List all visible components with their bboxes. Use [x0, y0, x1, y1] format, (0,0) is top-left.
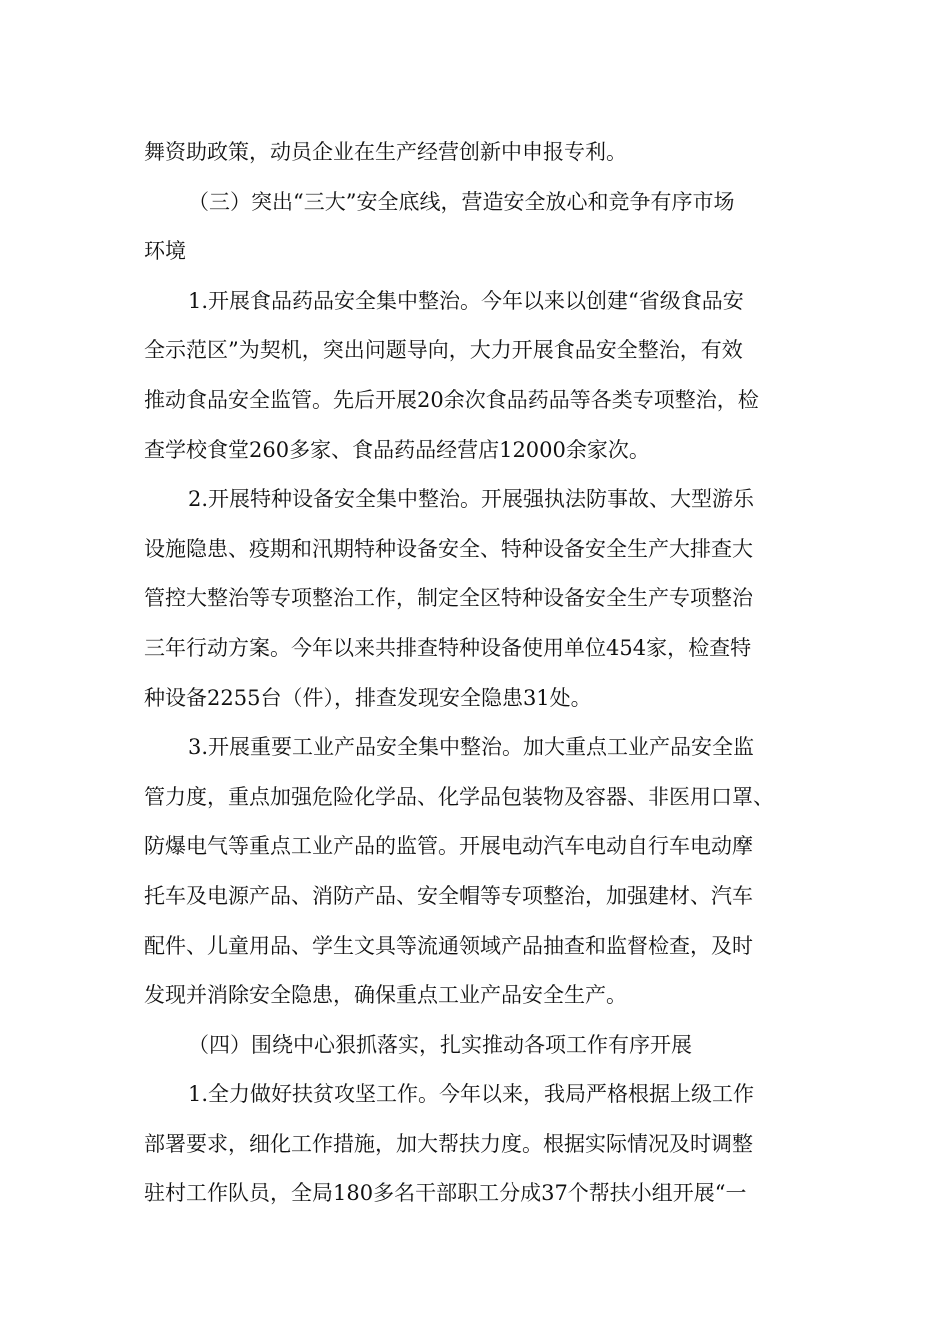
text-line: 部署要求，细化工作措施，加大帮扶力度。根据实际情况及时调整 [144, 1131, 753, 1156]
text-line: 全示范区”为契机，突出问题导向，大力开展食品安全整治，有效 [144, 338, 743, 363]
text-line: 种设备2255台（件），排查发现安全隐患31处。 [144, 685, 592, 710]
text-line: 2.开展特种设备安全集中整治。开展强执法防事故、大型游乐 [188, 487, 755, 512]
text-line: 发现并消除安全隐患，确保重点工业产品安全生产。 [144, 983, 627, 1008]
body-paragraph [144, 128, 808, 178]
text-line: 环境 [144, 239, 186, 264]
section-heading [144, 1021, 808, 1071]
body-paragraph [144, 475, 808, 723]
text-line: 管力度，重点加强危险化学品、化学品包装物及容器、非医用口罩、 [144, 784, 774, 809]
text-line: 1.全力做好扶贫攻坚工作。今年以来，我局严格根据上级工作 [188, 1082, 755, 1107]
text-line: 管控大整治等专项整治工作，制定全区特种设备安全生产专项整治 [144, 586, 753, 611]
section-heading [144, 178, 808, 277]
document-body [144, 128, 808, 1219]
text-line: （四）围绕中心狠抓落实，扎实推动各项工作有序开展 [188, 1032, 692, 1057]
text-line: 防爆电气等重点工业产品的监管。开展电动汽车电动自行车电动摩 [144, 834, 753, 859]
text-line: 推动食品安全监管。先后开展20余次食品药品等各类专项整治，检 [144, 387, 759, 412]
text-line: 舞资助政策，动员企业在生产经营创新中申报专利。 [144, 140, 627, 164]
body-paragraph [144, 723, 808, 1021]
text-line: 配件、儿童用品、学生文具等流通领域产品抽查和监督检查，及时 [144, 933, 753, 958]
text-line: 3.开展重要工业产品安全集中整治。加大重点工业产品安全监 [188, 735, 755, 760]
text-line: （三）突出“三大”安全底线，营造安全放心和竞争有序市场 [188, 189, 735, 214]
text-line: 三年行动方案。今年以来共排查特种设备使用单位454家，检查特 [144, 635, 752, 660]
text-line: 设施隐患、疫期和汛期特种设备安全、特种设备安全生产大排查大 [144, 536, 753, 561]
text-line: 1.开展食品药品安全集中整治。今年以来以创建“省级食品安 [188, 288, 744, 313]
text-line: 查学校食堂260多家、食品药品经营店12000余家次。 [144, 437, 650, 462]
text-line: 驻村工作队员，全局180多名干部职工分成37个帮扶小组开展“一 [144, 1181, 747, 1206]
text-line: 托车及电源产品、消防产品、安全帽等专项整治，加强建材、汽车 [144, 883, 753, 908]
body-paragraph [144, 1070, 808, 1219]
body-paragraph [144, 277, 808, 475]
